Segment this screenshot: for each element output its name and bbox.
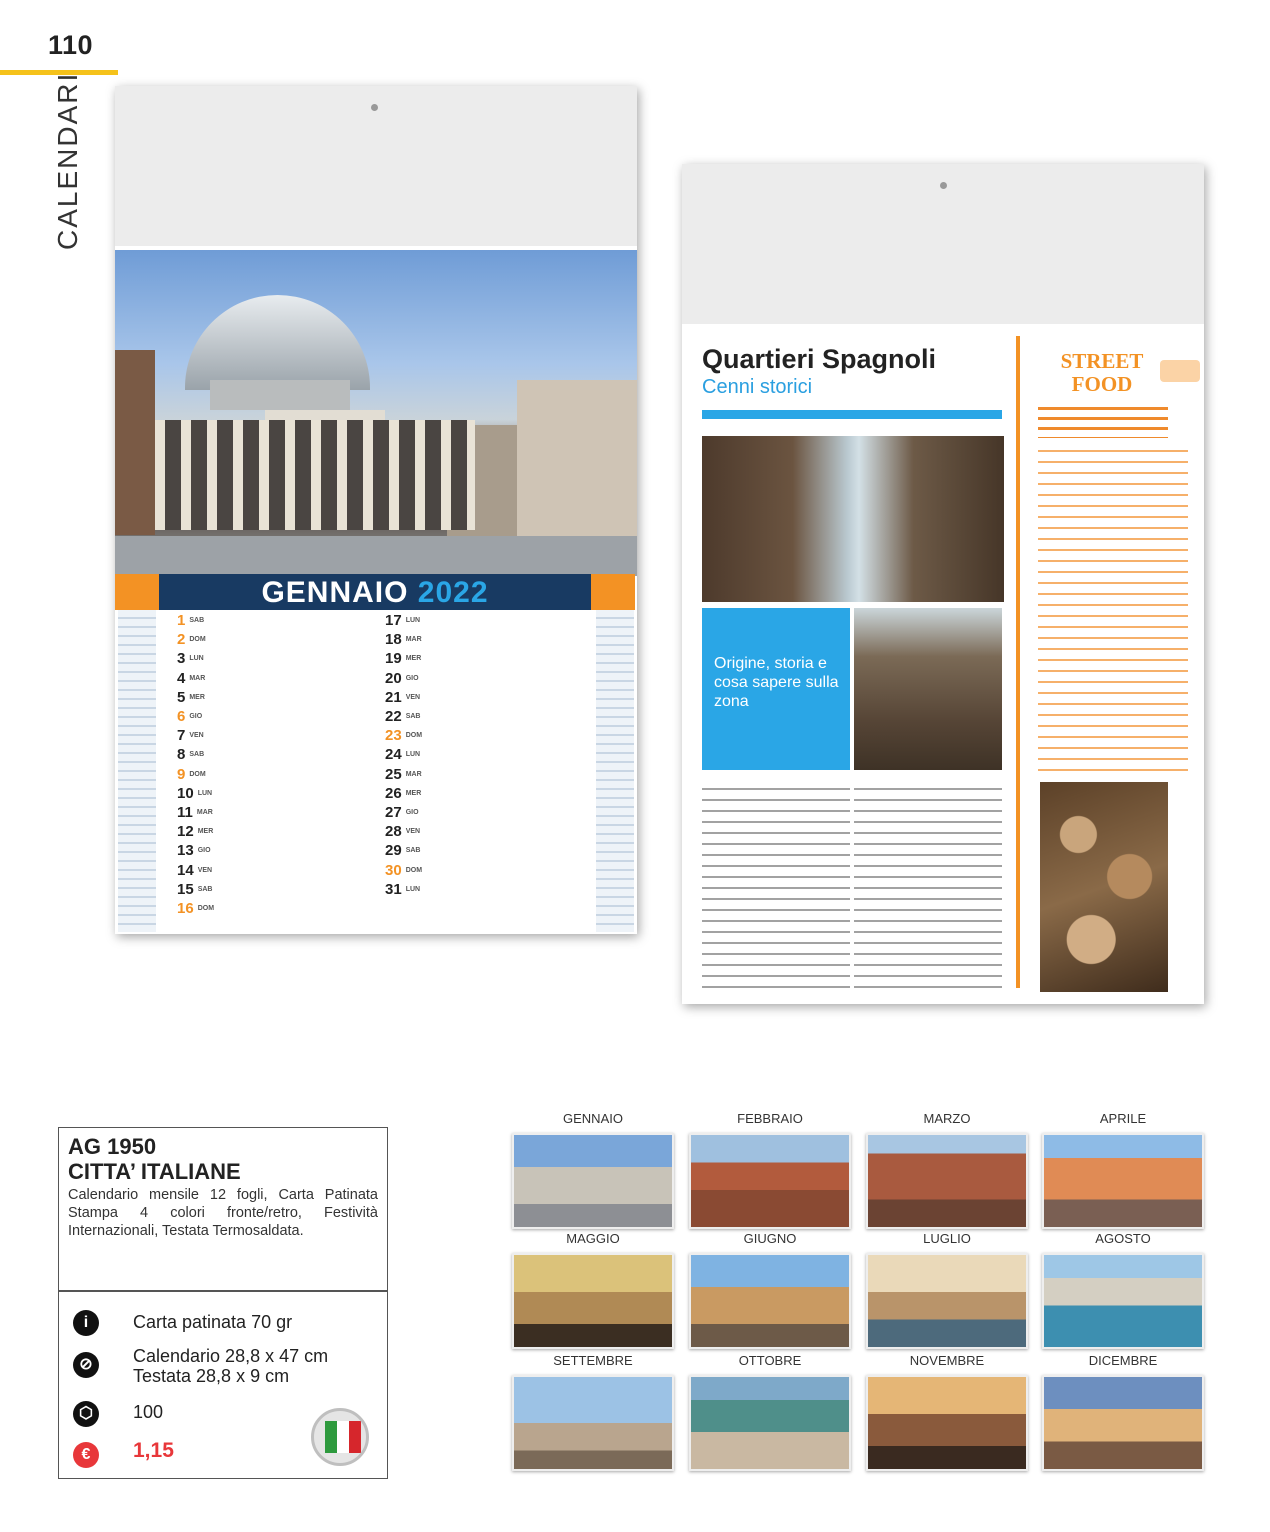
thumbnail-month-label: APRILE — [1099, 1111, 1147, 1126]
day-name: MAR — [189, 674, 206, 682]
calendar-day — [385, 842, 420, 860]
calendar-day — [177, 746, 204, 764]
thumbnail-image — [689, 1375, 851, 1471]
thumbnail-month-label: FEBBRAIO — [737, 1111, 803, 1126]
thumbnail-image — [689, 1133, 851, 1229]
day-name: SAB — [189, 617, 205, 625]
day-name: GIO — [405, 809, 419, 817]
calendar-day — [177, 766, 206, 784]
calendar-day — [177, 785, 212, 803]
day-name: DOM — [405, 732, 423, 740]
thumbnail-month-label: GENNAIO — [563, 1111, 623, 1126]
day-name: DOM — [189, 636, 206, 644]
calendar-day — [177, 881, 212, 899]
day-name: MAR — [196, 809, 213, 817]
thumbnail-month-label: NOVEMBRE — [909, 1353, 985, 1368]
day-name: DOM — [405, 866, 423, 874]
day-name: GIO — [197, 847, 211, 855]
package-icon: ⬡ — [73, 1401, 99, 1427]
calendar-front-preview — [115, 86, 637, 934]
food-sign-icon — [1160, 360, 1200, 382]
sidebar-intro-text — [1038, 404, 1168, 438]
thumbnail-image — [1042, 1133, 1204, 1229]
thumbnail-month-label: DICEMBRE — [1088, 1353, 1158, 1368]
day-number: 19 — [385, 650, 402, 668]
calendar-day — [177, 708, 202, 726]
day-number: 8 — [177, 746, 186, 764]
calendar-day — [177, 727, 204, 745]
days-grid — [159, 610, 591, 934]
thumbnail-month-label: GIUGNO — [743, 1231, 797, 1246]
hanging-hole — [371, 104, 378, 111]
month-name: GENNAIO — [261, 576, 409, 609]
calendar-day — [385, 746, 420, 764]
day-number: 10 — [177, 784, 194, 802]
calendar-day — [385, 631, 422, 649]
thumbnail-image — [512, 1253, 674, 1349]
day-name: SAB — [405, 713, 421, 721]
day-name: MER — [189, 693, 205, 701]
calendar-day — [385, 804, 419, 822]
day-number: 26 — [385, 784, 402, 802]
calendar-day — [177, 650, 204, 668]
calendar-day — [177, 900, 214, 918]
day-number: 7 — [177, 727, 186, 745]
day-number: 5 — [177, 688, 186, 706]
product-description: Calendario mensile 12 fogli, Carta Patinata Stampa 4 colori fronte/retro, Festività Internazionali, Testata Termosaldata. — [68, 1187, 378, 1239]
calendar-day — [385, 650, 421, 668]
thumbnail-image — [1042, 1253, 1204, 1349]
calendar-day — [385, 862, 422, 880]
day-name: LUN — [405, 885, 421, 893]
made-in-italy-badge — [311, 1408, 369, 1466]
day-name: VEN — [189, 732, 204, 740]
euro-icon: € — [73, 1442, 99, 1468]
day-name: MER — [405, 789, 422, 797]
calendar-day — [177, 612, 204, 630]
calendar-day — [385, 785, 421, 803]
day-name: MAR — [405, 636, 422, 644]
sidebar-divider — [1016, 336, 1020, 988]
calendar-header-band — [115, 86, 637, 250]
product-info-box — [58, 1127, 388, 1479]
month-corner-logo-left — [115, 574, 159, 610]
day-number: 27 — [385, 804, 402, 821]
spec-calendar-size: Calendario 28,8 x 47 cm — [133, 1346, 329, 1366]
price-value: 1,15 — [133, 1439, 174, 1462]
previous-month-column — [118, 610, 156, 932]
calendar-day — [177, 670, 205, 688]
thumbnail-image — [1042, 1375, 1204, 1471]
day-number: 13 — [177, 842, 194, 860]
street-food-photo — [1040, 782, 1168, 992]
day-name: LUN — [189, 655, 204, 663]
calendar-day — [177, 823, 213, 841]
day-name: GIO — [189, 713, 203, 721]
product-code: AG 1950 — [68, 1134, 157, 1159]
day-name: MAR — [405, 770, 422, 778]
day-number: 15 — [177, 880, 194, 898]
day-number: 12 — [177, 823, 194, 841]
thumbnail-image — [866, 1133, 1028, 1229]
sidebar-article-text — [1038, 446, 1188, 774]
day-number: 29 — [385, 842, 402, 860]
size-icon: ⊘ — [73, 1352, 99, 1378]
day-number: 20 — [385, 669, 402, 687]
calendar-day — [385, 727, 422, 745]
calendar-day — [177, 842, 211, 860]
intro-box — [702, 608, 850, 770]
day-number: 16 — [177, 900, 194, 917]
spec-price — [133, 1441, 174, 1461]
day-number: 9 — [177, 765, 186, 783]
calendar-day — [177, 631, 206, 649]
article-title: Quartieri Spagnoli — [702, 344, 937, 374]
day-number: 24 — [385, 746, 402, 764]
day-number: 30 — [385, 861, 402, 879]
box-divider — [59, 1290, 387, 1292]
calendar-back-header-band — [682, 164, 1204, 328]
day-name: VEN — [405, 828, 421, 836]
day-number: 11 — [177, 804, 193, 821]
title-underline-bar — [702, 410, 1002, 419]
calendar-day — [177, 804, 213, 822]
day-number: 2 — [177, 631, 186, 649]
cover-photo-naples — [115, 250, 637, 576]
day-number: 22 — [385, 708, 402, 725]
section-label: CALENDARI — [52, 71, 83, 250]
day-number: 6 — [177, 708, 186, 725]
day-name: DOM — [189, 770, 206, 778]
day-number: 3 — [177, 650, 186, 668]
thumbnail-month-label: AGOSTO — [1095, 1231, 1151, 1246]
calendar-day — [177, 689, 205, 707]
product-name: CITTA’ ITALIANE — [68, 1159, 241, 1184]
info-icon: i — [73, 1310, 99, 1336]
day-name: MER — [405, 655, 422, 663]
calendar-day — [385, 708, 420, 726]
thumbnail-month-label: LUGLIO — [923, 1231, 971, 1246]
day-name: SAB — [189, 751, 205, 759]
calendar-back-preview — [682, 164, 1204, 1004]
calendar-day — [385, 689, 420, 707]
article-column-2 — [854, 784, 1002, 989]
month-title — [159, 576, 591, 610]
alley-photo-small — [854, 608, 1002, 770]
thumbnail-image — [866, 1375, 1028, 1471]
thumbnail-image — [866, 1253, 1028, 1349]
intro-box-text: Origine, storia e cosa sapere sulla zona — [714, 655, 839, 710]
calendar-day — [177, 862, 212, 880]
day-number: 1 — [177, 612, 186, 629]
day-number: 4 — [177, 669, 186, 687]
day-name: LUN — [405, 751, 421, 759]
day-number: 28 — [385, 823, 402, 841]
street-food-heading: STREET FOOD — [1060, 349, 1144, 396]
day-number: 18 — [385, 631, 402, 649]
day-number: 31 — [385, 880, 402, 898]
article-column-1 — [702, 784, 850, 989]
thumbnail-month-label: MAGGIO — [566, 1231, 620, 1246]
calendar-day — [385, 766, 422, 784]
thumbnail-month-label: OTTOBRE — [738, 1353, 802, 1368]
spec-quantity: 100 — [133, 1402, 164, 1422]
day-name: VEN — [197, 866, 213, 874]
day-name: SAB — [197, 885, 213, 893]
month-year: 2022 — [417, 576, 489, 609]
month-header-bar — [159, 574, 591, 610]
calendar-day — [385, 823, 420, 841]
calendar-day — [385, 881, 420, 899]
day-name: VEN — [405, 693, 421, 701]
thumbnail-month-label: MARZO — [923, 1111, 971, 1126]
day-number: 23 — [385, 727, 402, 745]
hanging-hole — [940, 182, 947, 189]
alley-photo-large — [702, 436, 1004, 602]
thumbnail-month-label: SETTEMBRE — [553, 1353, 633, 1368]
thumbnail-image — [512, 1133, 674, 1229]
spec-header-size: Testata 28,8 x 9 cm — [133, 1366, 290, 1386]
spec-paper: Carta patinata 70 gr — [133, 1312, 293, 1332]
day-name: MER — [197, 828, 214, 836]
page-number: 110 — [48, 30, 94, 60]
day-number: 14 — [177, 861, 194, 879]
calendar-day — [385, 612, 420, 630]
calendar-day — [385, 670, 419, 688]
article-subtitle: Cenni storici — [702, 376, 813, 398]
day-name: SAB — [405, 847, 421, 855]
next-month-column — [596, 610, 634, 932]
thumbnail-image — [689, 1253, 851, 1349]
day-name: LUN — [197, 789, 213, 797]
thumbnail-image — [512, 1375, 674, 1471]
day-number: 17 — [385, 612, 402, 629]
day-number: 25 — [385, 765, 402, 783]
day-name: DOM — [197, 905, 215, 913]
day-name: GIO — [405, 674, 419, 682]
day-name: LUN — [405, 617, 421, 625]
month-corner-logo-right — [591, 574, 635, 610]
day-number: 21 — [385, 688, 402, 706]
